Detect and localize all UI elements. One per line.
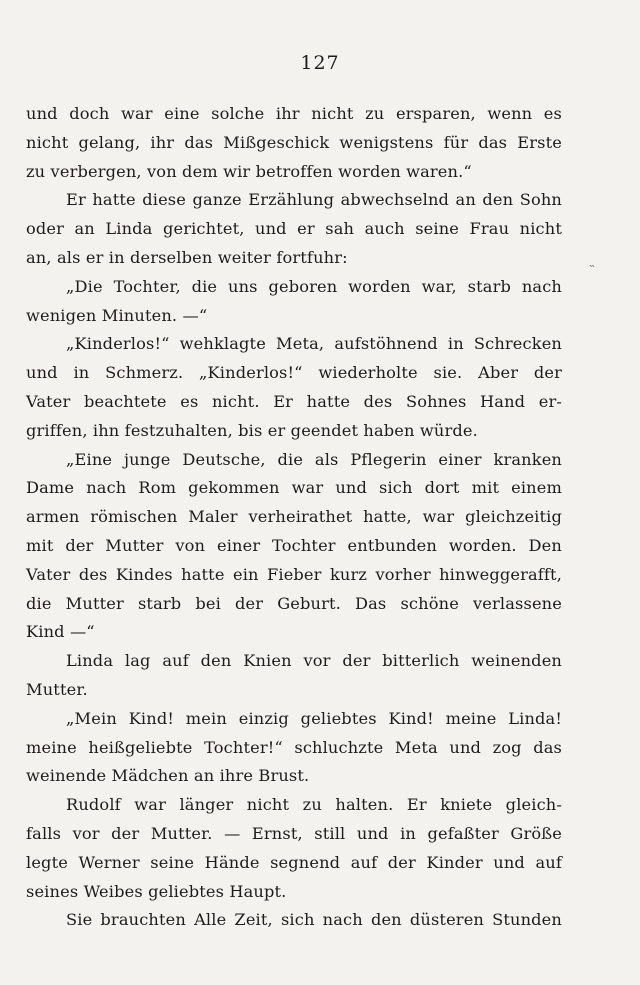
text-line: Rudolf war länger nicht zu halten. Er kniete gleich- xyxy=(66,795,562,815)
text-line: wenigen Minuten. —“ xyxy=(26,305,208,325)
text-line: oder an Linda gerichtet, und er sah auch seine Frau nicht xyxy=(26,219,562,239)
text-line: Linda lag auf den Knien vor der bitterlich weinenden xyxy=(66,651,562,671)
text-line: meine heißgeliebte Tochter!“ schluchzte Meta und zog das xyxy=(26,737,562,757)
margin-mark: ˵ xyxy=(590,257,594,271)
text-line: zu verbergen, von dem wir betroffen worden waren.“ xyxy=(26,161,472,181)
text-line: Mutter. xyxy=(26,679,88,699)
text-line: legte Werner seine Hände segnend auf der Kinder und auf xyxy=(26,852,562,872)
text-line: Er hatte diese ganze Erzählung abwechselnd an den Sohn xyxy=(66,190,562,210)
text-line: „Die Tochter, die uns geboren worden war, starb nach xyxy=(66,276,562,296)
text-line: falls vor der Mutter. — Ernst, still und in gefaßter Größe xyxy=(26,823,562,843)
text-line: Vater beachtete es nicht. Er hatte des Sohnes Hand er- xyxy=(26,391,562,411)
text-line: Sie brauchten Alle Zeit, sich nach den düsteren Stunden xyxy=(66,910,562,930)
text-line: Dame nach Rom gekommen war und sich dort mit einem xyxy=(26,478,562,498)
text-line: Kind —“ xyxy=(26,622,95,642)
text-line: „Kinderlos!“ wehklagte Meta, aufstöhnend in Schrecken xyxy=(66,334,562,354)
text-line: nicht gelang, ihr das Mißgeschick wenigstens für das Erste xyxy=(26,132,562,152)
text-line: griffen, ihn festzuhalten, bis er geendet haben würde. xyxy=(26,420,478,440)
text-line: armen römischen Maler verheirathet hatte, war gleichzeitig xyxy=(26,507,562,527)
text-line: mit der Mutter von einer Tochter entbunden worden. Den xyxy=(26,535,562,555)
text-line: seines Weibes geliebtes Haupt. xyxy=(26,881,287,901)
text-line: und doch war eine solche ihr nicht zu ersparen, wenn es xyxy=(26,104,562,123)
text-line: „Mein Kind! mein einzig geliebtes Kind! meine Linda! xyxy=(66,708,562,728)
text-line: Vater des Kindes hatte ein Fieber kurz vorher hinweggerafft, xyxy=(26,564,562,584)
body-text xyxy=(26,100,562,935)
page-number: 127 xyxy=(300,52,340,74)
text-line: an, als er in derselben weiter fortfuhr: xyxy=(26,247,348,267)
text-line: und in Schmerz. „Kinderlos!“ wiederholte sie. Aber der xyxy=(26,363,562,383)
text-line: „Eine junge Deutsche, die als Pflegerin einer kranken xyxy=(66,449,562,469)
text-line: weinende Mädchen an ihre Brust. xyxy=(26,766,310,786)
text-line: die Mutter starb bei der Geburt. Das schöne verlassene xyxy=(26,593,562,613)
